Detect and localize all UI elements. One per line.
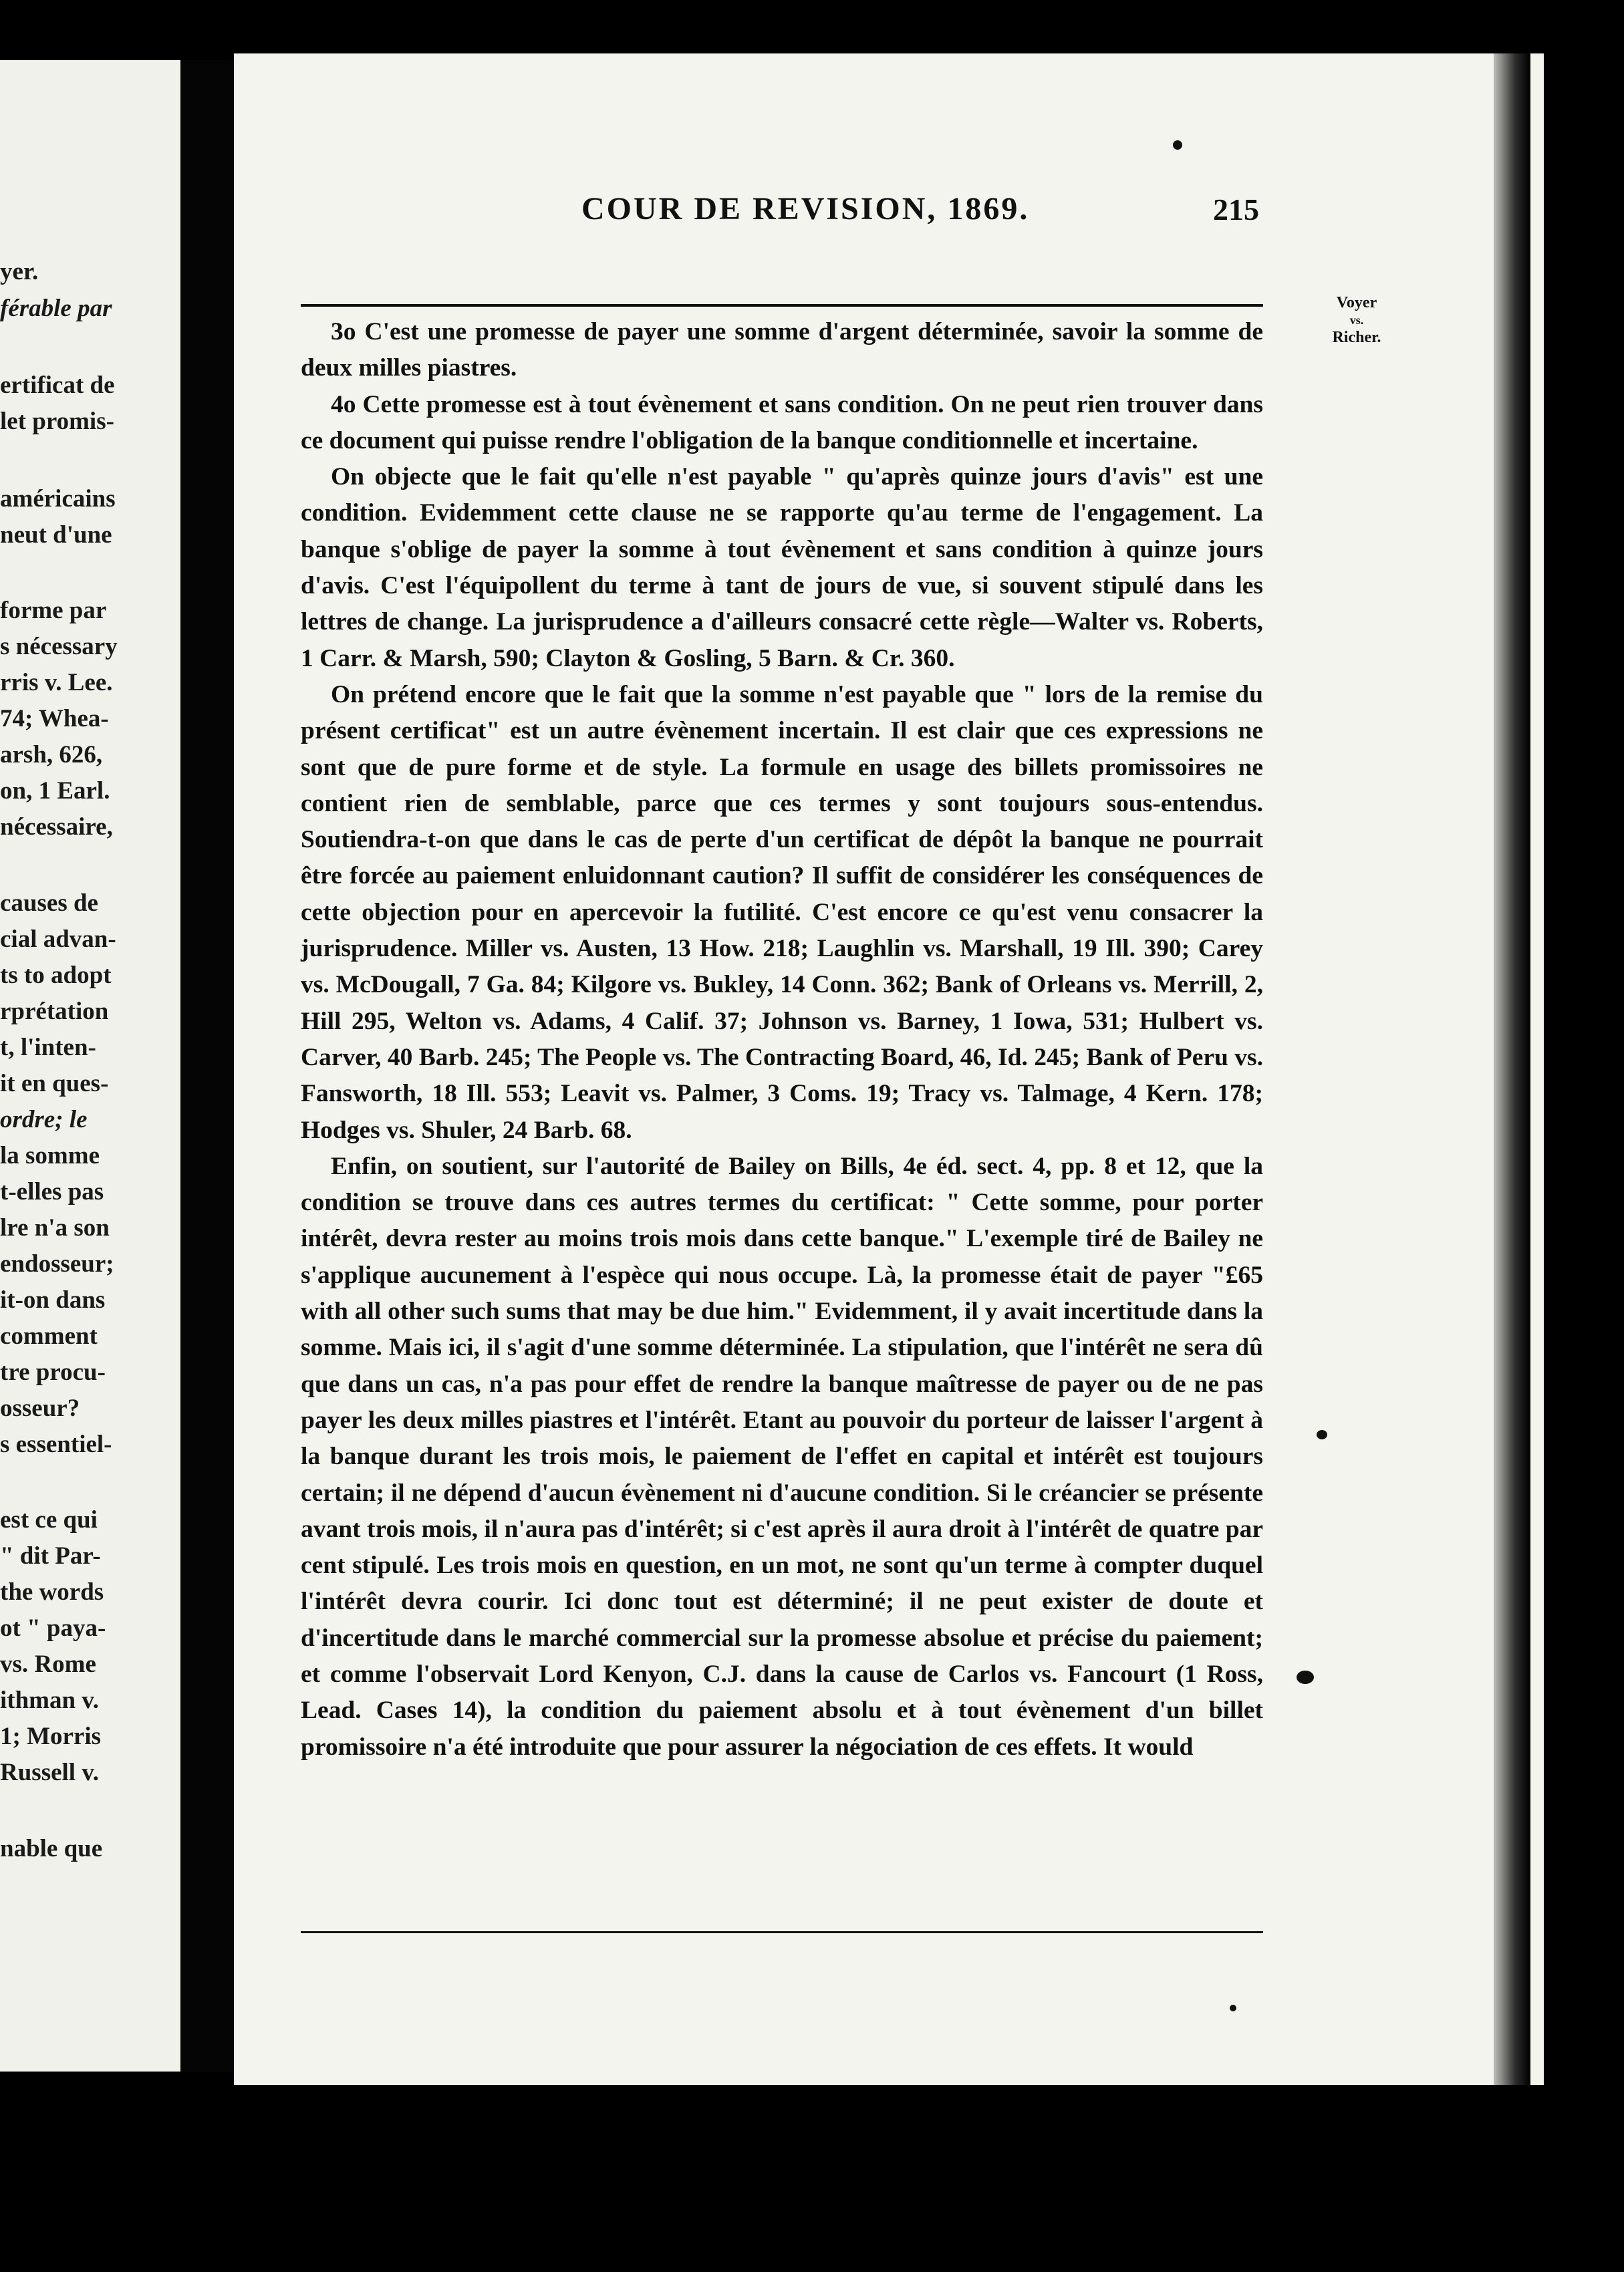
- left-fragment: " dit Par-: [0, 1542, 101, 1570]
- left-fragment: it en ques-: [0, 1070, 109, 1097]
- paragraph: Enfin, on soutient, sur l'autorité de Bailey on Bills, 4e éd. sect. 4, pp. 8 et 12, que la condition se trouve dans ces autres termes du certificat: " Cette somme, pour porter intérêt, devra rester au moins trois mois dans cette banque." L'exemple tiré de Bailey ne s'applique aucunement à l'espèce qui nous occupe. Là, la promesse était de payer "£65 with all other such sums that may be due him." Evidemment, il y avait incertitude dans la somme. Mais ici, il s'agit d'une somme déterminée. La stipulation, que l'intérêt ne sera dû que dans un cas, n'a pas pour effet de rendre la banque maîtresse de payer ou de ne pas payer les deux milles piastres et l'intérêt. Etant au pouvoir du porteur de laisser l'argent à la banque durant les trois mois, le paiement de l'effet en capital et intérêt est toujours certain; il ne dépend d'aucun évènement ni d'aucune condition. Si le créancier se présente avant trois mois, il n'aura pas d'intérêt; si c'est après il aura droit à l'intérêt de quatre par cent stipulé. Les trois mois en question, en un mot, ne sont qu'un terme à compter duquel l'intérêt devra courir. Ici donc tout est déterminé; il ne peut exister de doute et d'incertitude dans le marché commercial sur la promesse absolue et précise du paiement; et comme l'observait Lord Kenyon, C.J. dans la cause de Carlos vs. Fancourt (1 Ross, Lead. Cases 14), la condition du paiement absolu et à tout évènement d'un billet promissoire n'a été introduite que pour assurer la négociation de ces effets. It would: [301, 1152, 1263, 1761]
- book-gutter: [180, 60, 234, 2072]
- left-fragment: s nécessary: [0, 633, 118, 660]
- left-fragment: osseur?: [0, 1395, 80, 1422]
- facing-page-fragment: [0, 60, 180, 2072]
- left-fragment: forme par: [0, 597, 107, 624]
- paragraph: 4o Cette promesse est à tout évènement et sans condition. On ne peut rien trouver dans ce document qui puisse rendre l'obligation de la banque conditionnelle et incertaine.: [301, 390, 1263, 454]
- left-fragment: arsh, 626,: [0, 741, 103, 768]
- ink-speck: [1317, 1430, 1327, 1439]
- running-title: COUR DE REVISION, 1869.: [581, 191, 1030, 227]
- page-number: 215: [1213, 192, 1259, 227]
- left-fragment: t-elles pas: [0, 1178, 104, 1205]
- left-fragment: ertificat de: [0, 372, 115, 399]
- header-rule: [301, 304, 1263, 307]
- left-fragment: let promis-: [0, 408, 114, 435]
- left-fragment: nécessaire,: [0, 813, 113, 841]
- left-fragment: est ce qui: [0, 1506, 98, 1534]
- ink-speck: [1297, 1671, 1314, 1684]
- paragraph: 3o C'est une promesse de payer une somme d'argent déterminée, savoir la somme de deux milles piastres.: [301, 318, 1263, 382]
- left-fragment: t, l'inten-: [0, 1034, 96, 1061]
- body-text: [301, 314, 1263, 1765]
- left-fragment: s essentiel-: [0, 1431, 112, 1458]
- left-fragment: Russell v.: [0, 1759, 100, 1786]
- left-fragment: on, 1 Earl.: [0, 777, 110, 805]
- left-fragment: 1; Morris: [0, 1723, 102, 1750]
- left-fragment: rris v. Lee.: [0, 669, 113, 696]
- page-edge-shadow: [1494, 53, 1530, 2085]
- left-fragment: cial advan-: [0, 926, 116, 953]
- margin-note-line: Richer.: [1332, 329, 1381, 346]
- left-fragment: rprétation: [0, 998, 109, 1025]
- page-header: [234, 190, 1504, 237]
- left-fragment: comment: [0, 1322, 98, 1350]
- margin-note: [1303, 294, 1410, 346]
- left-fragment: the words: [0, 1578, 104, 1606]
- left-fragment: américains: [0, 485, 116, 513]
- left-fragment: 74; Whea-: [0, 705, 109, 732]
- left-fragment: ordre; le: [0, 1106, 88, 1133]
- margin-note-line: vs.: [1349, 313, 1364, 327]
- left-fragment: ts to adopt: [0, 962, 112, 989]
- ink-speck: [1173, 140, 1182, 150]
- margin-note-line: Voyer: [1336, 294, 1377, 311]
- left-fragment: it-on dans: [0, 1286, 106, 1314]
- footer-rule: [301, 1931, 1263, 1933]
- left-fragment: endosseur;: [0, 1250, 114, 1278]
- left-fragment: ithman v.: [0, 1687, 100, 1714]
- left-fragment: lre n'a son: [0, 1214, 110, 1242]
- ink-speck: [1230, 2005, 1236, 2011]
- left-fragment: neut d'une: [0, 521, 112, 549]
- left-fragment: la somme: [0, 1142, 100, 1169]
- left-fragment: causes de: [0, 889, 98, 917]
- page: [234, 53, 1544, 2085]
- left-fragment: vs. Rome: [0, 1651, 96, 1678]
- left-fragment: nable que: [0, 1835, 103, 1862]
- left-fragment: férable par: [0, 295, 112, 322]
- paragraph: On objecte que le fait qu'elle n'est payable " qu'après quinze jours d'avis" est une condition. Evidemment cette clause ne se rapporte qu'au terme de l'engagement. La banque s'oblige de payer la somme à tout évènement et sans condition à quinze jours d'avis. C'est l'équipollent du terme à tant de jours de vue, si souvent stipulé dans les lettres de change. La jurisprudence a d'ailleurs consacré cette règle—Walter vs. Roberts, 1 Carr. & Marsh, 590; Clayton & Gosling, 5 Barn. & Cr. 360.: [301, 463, 1263, 672]
- left-fragment: yer.: [0, 258, 39, 285]
- left-fragment: ot " paya-: [0, 1614, 106, 1642]
- paragraph: On prétend encore que le fait que la somme n'est payable que " lors de la remise du présent certificat" est un autre évènement incertain. Il est clair que ces expressions ne sont que de pure forme et de style. La formule en usage des billets promissoires ne contient rien de semblable, parce que ces termes y sont toujours sous-entendus. Soutiendra-t-on que dans le cas de perte d'un certificat de dépôt la banque ne pourrait être forcée au paiement enluidonnant caution? Il suffit de considérer les conséquences de cette objection pour en apercevoir la futilité. C'est encore ce qu'est venu consacrer la jurisprudence. Miller vs. Austen, 13 How. 218; Laughlin vs. Marshall, 19 Ill. 390; Carey vs. McDougall, 7 Ga. 84; Kilgore vs. Bukley, 14 Conn. 362; Bank of Orleans vs. Merrill, 2, Hill 295, Welton vs. Adams, 4 Calif. 37; Johnson vs. Barney, 1 Iowa, 531; Hulbert vs. Carver, 40 Barb. 245; The People vs. The Contracting Board, 46, Id. 245; Bank of Peru vs. Fansworth, 18 Ill. 553; Leavit vs. Palmer, 3 Coms. 19; Tracy vs. Talmage, 4 Kern. 178; Hodges vs. Shuler, 24 Barb. 68.: [301, 680, 1263, 1144]
- left-fragment: tre procu-: [0, 1359, 106, 1386]
